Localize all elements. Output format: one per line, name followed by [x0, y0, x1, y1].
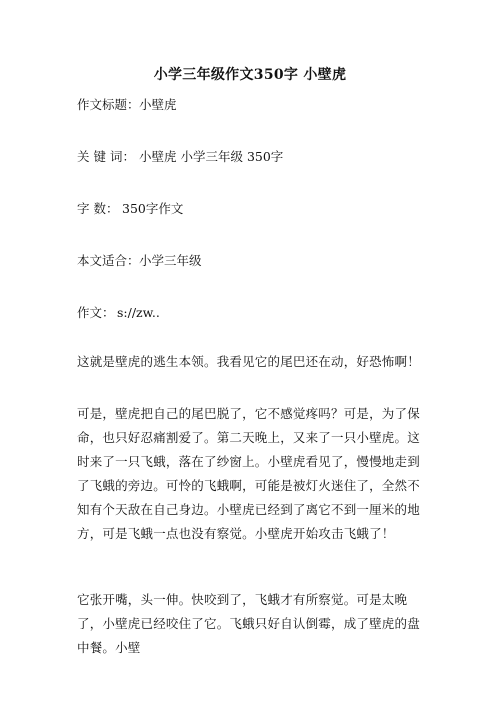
meta-label: 字 数：: [77, 201, 119, 216]
meta-value: 小学三年级: [139, 253, 202, 268]
meta-row-title: [77, 95, 177, 113]
paragraph: 它张开嘴，头一伸。快咬到了，飞蛾才有所察觉。可是太晚了，小壁虎已经咬住了它。飞蛾只好自认倒霉，成了壁虎的盘中餐。小壁: [77, 592, 420, 655]
meta-row-source: [77, 303, 160, 321]
paragraph: 可是，壁虎把自己的尾巴脱了，它不感觉疼吗？可是，为了保命，也只好忍痛割爱了。第二天晚上，又来了一只小壁虎。这时来了一只飞蛾，落在了纱窗上。小壁虎看见了，慢慢地走到了飞蛾的旁边。可怜的飞蛾啊，可能是被灯火迷住了，全然不知有个天敌在自己身边。小壁虎已经到了离它不到一厘米的地方，可是飞蛾一点也没有察觉。小壁虎开始攻击飞蛾了！: [77, 406, 420, 541]
meta-row-keywords: [77, 147, 283, 165]
meta-value: 小壁虎 小学三年级 350字: [139, 149, 284, 164]
meta-label: 本文适合：: [77, 253, 140, 268]
meta-label: 关 键 词：: [77, 149, 135, 164]
meta-label: 作文标题：: [77, 97, 140, 112]
paragraph: 这就是壁虎的逃生本领。我看见它的尾巴还在动，好恐怖啊！: [77, 354, 420, 369]
meta-value: 小壁虎: [139, 97, 177, 112]
document-title: 小学三年级作文350字 小壁虎: [153, 67, 347, 83]
meta-row-wordcount: [77, 199, 183, 217]
meta-value: 350字作文: [122, 201, 184, 216]
meta-value: s://zw..: [117, 305, 160, 320]
meta-label: 作文：: [77, 305, 115, 320]
meta-row-audience: [77, 251, 202, 269]
